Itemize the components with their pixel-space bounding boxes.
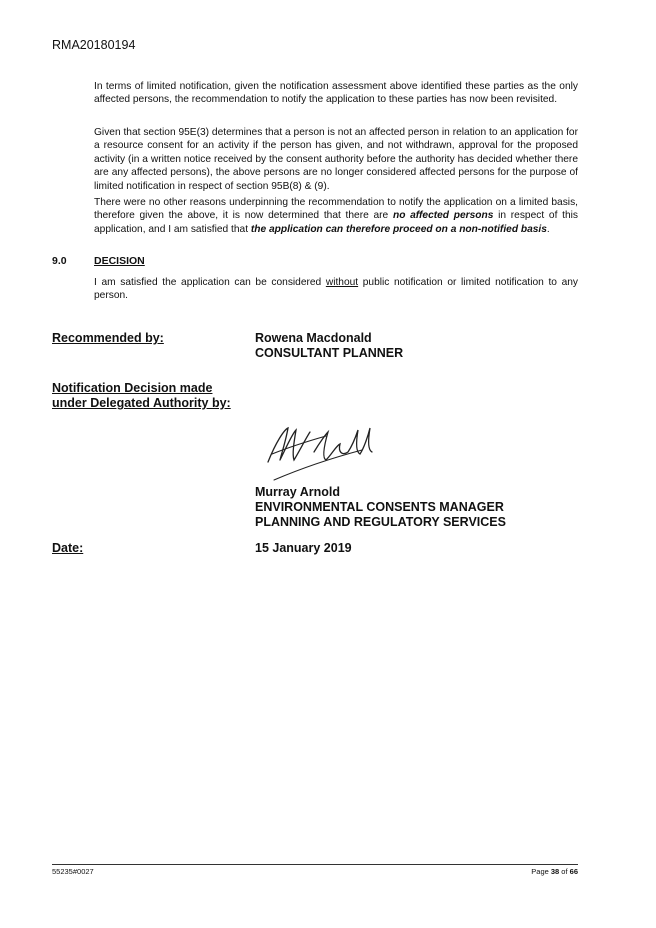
page-prefix: Page	[531, 867, 551, 876]
paragraph-section-95e: Given that section 95E(3) determines that a person is not an affected person in relation to an application for a resource consent for an activity if the person has given, and not withdrawn, approval for the proposed activity (in a written notice received by the consent authority before the authority has decided whether there are any affected persons), the above persons are no longer considered affected persons for the purpose of limited notification in respect of section 95B(8) & (9).	[94, 127, 578, 192]
page-total: 66	[569, 867, 578, 876]
decision-role-line2: PLANNING AND REGULATORY SERVICES	[255, 515, 506, 529]
decision-text-a: I am satisfied the application can be considered	[94, 277, 326, 288]
p3-text-c: in respect of this application, and I am satisfied that	[94, 210, 578, 235]
p3-text-e: .	[546, 223, 550, 235]
paragraph-no-affected-persons	[94, 196, 578, 236]
decision-text-c: public notification or limited notification to any person.	[94, 277, 578, 302]
decision-text-without: without	[325, 277, 359, 288]
signature	[262, 422, 392, 486]
p3-text-a: There were no other reasons underpinning the recommendation to notify the application on a limited basis, therefore given the above, it is now determined that there are	[94, 197, 578, 222]
p3-emphasis-non-notified: the application can therefore proceed on a non-notified basis	[250, 223, 547, 235]
recommended-role: CONSULTANT PLANNER	[255, 346, 404, 360]
footer-divider	[52, 864, 578, 865]
paragraph-limited-notification: In terms of limited notification, given the notification assessment above identified these parties as the only affected persons, the recommendation to notify the application to these parties has now been revisited.	[94, 81, 578, 106]
decision-role-line1: ENVIRONMENTAL CONSENTS MANAGER	[255, 500, 504, 514]
section-number: 9.0	[52, 255, 67, 267]
decision-label-line2: under Delegated Authority by:	[52, 396, 231, 410]
paragraph-decision	[94, 276, 578, 303]
footer-page-number	[488, 867, 578, 876]
page-current: 38	[550, 867, 560, 876]
date-label: Date:	[52, 541, 84, 555]
recommended-name: Rowena Macdonald	[255, 331, 372, 345]
page-of: of	[559, 867, 570, 876]
p3-emphasis-no-affected: no affected persons	[392, 210, 494, 222]
decision-label-line1: Notification Decision made	[52, 381, 213, 395]
recommended-by-label: Recommended by:	[52, 331, 164, 345]
decision-name: Murray Arnold	[255, 485, 340, 499]
section-title: DECISION	[94, 255, 145, 267]
document-reference: RMA20180194	[52, 38, 136, 52]
date-value: 15 January 2019	[255, 541, 352, 555]
footer-doc-id: 55235#0027	[52, 867, 94, 876]
